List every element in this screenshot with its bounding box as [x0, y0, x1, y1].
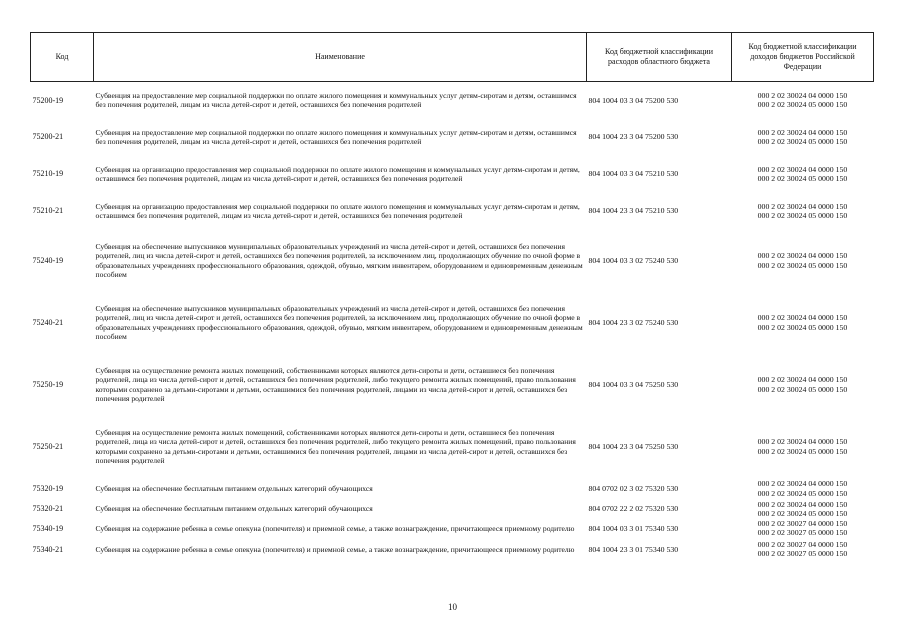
income-code: 000 2 02 30024 04 0000 150 — [757, 499, 848, 509]
row-income-codes — [732, 500, 874, 518]
income-code: 000 2 02 30027 04 0000 150 — [757, 540, 848, 550]
table-row — [31, 292, 874, 354]
row-name: Субвенция на содержание ребенка в семье опекуна (попечителя) и приемной семье, а также вознаграждение, причитающееся приемному родителю — [95, 544, 575, 554]
row-expense-code: 804 0702 22 2 02 75320 530 — [588, 504, 679, 514]
income-code: 000 2 02 30024 05 0000 150 — [757, 100, 848, 110]
header-income-code: Код бюджетной классификации доходов бюджетов Российской Федерации — [732, 33, 874, 82]
row-code: 75250-19 — [32, 379, 64, 389]
row-name: Субвенция на обеспечение выпускников муниципальных образовательных учреждений из числа детей-сирот и детей, оставшихся без попечения родителей, лиц из числа детей-сирот и детей, оставшихся без попечения родителей, за исключением лиц, продолжающих обучение по очной форме в образовательных учреждениях профессионального образования, одеждой, обувью, мягким инвентарем, оборудованием и единовременным денежным пособием — [95, 242, 583, 279]
row-name: Субвенция на предоставление мер социальной поддержки по оплате жилого помещения и коммунальных услуг детям-сиротам и детям, оставшимся без попечения родителей, лицам из числа детей-сирот и детей, оставшихся без попечения родителей — [95, 127, 577, 146]
table-row — [31, 518, 874, 539]
income-code: 000 2 02 30024 04 0000 150 — [757, 437, 848, 447]
row-expense-code: 804 1004 03 3 01 75340 530 — [588, 523, 679, 533]
income-code: 000 2 02 30024 05 0000 150 — [757, 384, 848, 394]
row-code: 75240-19 — [32, 255, 64, 265]
row-code: 75340-19 — [32, 523, 64, 533]
row-income-codes — [732, 539, 874, 560]
header-name: Наименование — [94, 33, 587, 82]
row-code: 75240-21 — [32, 317, 64, 327]
row-code: 75200-19 — [32, 95, 64, 105]
income-code: 000 2 02 30024 05 0000 150 — [757, 174, 848, 183]
row-income-codes — [732, 156, 874, 193]
table-row — [31, 119, 874, 156]
income-code: 000 2 02 30027 05 0000 150 — [757, 549, 848, 559]
row-expense-code: 804 1004 23 3 04 75200 530 — [588, 132, 679, 142]
row-name: Субвенция на осуществление ремонта жилых помещений, собственниками которых являются дети-сироты и дети, оставшиеся без попечения родителей, лица из числа детей-сирот и детей, оставшихся без попечения родителей, либо текущего ремонта жилых помещений, право пользования которыми сохранено за детьми-сиротами и детьми, оставшимися без попечения родителей, лицами из числа детей-сирот и детей, оставшихся без попечения родителей — [95, 366, 576, 403]
row-income-codes — [732, 292, 874, 354]
table-row — [31, 416, 874, 478]
row-name: Субвенция на осуществление ремонта жилых помещений, собственниками которых являются дети-сироты и дети, оставшиеся без попечения родителей, лица из числа детей-сирот и детей, оставшихся без попечения родителей, либо текущего ремонта жилых помещений, право пользования которыми сохранено за детьми-сиротами и детьми, оставшимися без попечения родителей, лицами из числа детей-сирот и детей, оставшихся без попечения родителей — [95, 428, 576, 465]
table-row — [31, 156, 874, 193]
table-body — [31, 82, 874, 560]
row-expense-code: 804 1004 03 3 04 75210 530 — [588, 169, 679, 179]
row-expense-code: 804 1004 23 3 04 75210 530 — [588, 206, 679, 216]
table-row — [31, 354, 874, 416]
table-row — [31, 500, 874, 518]
row-name: Субвенция на содержание ребенка в семье опекуна (попечителя) и приемной семье, а также вознаграждение, причитающееся приемному родителю — [95, 523, 575, 533]
row-code: 75200-21 — [32, 132, 64, 142]
income-code: 000 2 02 30024 04 0000 150 — [757, 127, 848, 137]
row-income-codes — [732, 354, 874, 416]
table-row — [31, 478, 874, 500]
income-code: 000 2 02 30024 04 0000 150 — [757, 91, 848, 101]
row-name: Субвенция на обеспечение бесплатным питанием отдельных категорий обучающихся — [95, 483, 373, 493]
budget-classification-table — [30, 32, 874, 560]
row-code: 75210-21 — [32, 206, 64, 216]
page-number: 10 — [448, 602, 457, 612]
row-expense-code: 804 0702 02 3 02 75320 530 — [588, 483, 679, 493]
table-row — [31, 82, 874, 119]
income-code: 000 2 02 30024 04 0000 150 — [757, 479, 848, 489]
income-code: 000 2 02 30024 05 0000 150 — [757, 211, 848, 220]
row-expense-code: 804 1004 23 3 02 75240 530 — [588, 317, 679, 327]
income-code: 000 2 02 30024 05 0000 150 — [757, 508, 848, 518]
row-income-codes — [732, 82, 874, 119]
row-expense-code: 804 1004 03 3 04 75250 530 — [588, 379, 679, 389]
income-code: 000 2 02 30027 04 0000 150 — [757, 519, 848, 529]
row-expense-code: 804 1004 03 3 04 75200 530 — [588, 95, 679, 105]
row-name: Субвенция на обеспечение бесплатным питанием отдельных категорий обучающихся — [95, 504, 373, 514]
row-name: Субвенция на организацию предоставления мер социальной поддержки по оплате жилого помещения и коммунальных услуг детям-сиротам и детям, оставшимся без попечения родителей, лицам из числа детей-сирот и детей, оставшихся без попечения родителей — [95, 164, 580, 183]
income-code: 000 2 02 30024 05 0000 150 — [757, 137, 848, 146]
row-code: 75320-21 — [32, 504, 64, 514]
table-row — [31, 539, 874, 560]
income-code: 000 2 02 30024 05 0000 150 — [757, 260, 848, 270]
row-income-codes — [732, 193, 874, 230]
row-income-codes — [732, 478, 874, 500]
row-name: Субвенция на организацию предоставления мер социальной поддержки по оплате жилого помещения и коммунальных услуг детям-сиротам и детям, оставшимся без попечения родителей, лицам из числа детей-сирот и детей, оставшихся без попечения родителей — [95, 201, 580, 220]
income-code: 000 2 02 30024 04 0000 150 — [757, 251, 848, 261]
income-code: 000 2 02 30024 04 0000 150 — [757, 164, 848, 174]
row-income-codes — [732, 416, 874, 478]
row-code: 75340-21 — [32, 544, 64, 554]
row-code: 75320-19 — [32, 483, 64, 493]
table-header — [31, 33, 874, 82]
income-code: 000 2 02 30024 04 0000 150 — [757, 375, 848, 385]
income-code: 000 2 02 30024 05 0000 150 — [757, 488, 848, 498]
income-code: 000 2 02 30024 04 0000 150 — [757, 313, 848, 323]
row-name: Субвенция на обеспечение выпускников муниципальных образовательных учреждений из числа детей-сирот и детей, оставшихся без попечения родителей, лиц из числа детей-сирот и детей, оставшихся без попечения родителей, за исключением лиц, продолжающих обучение по очной форме в образовательных учреждениях профессионального образования, одеждой, обувью, мягким инвентарем, оборудованием и единовременным денежным пособием — [95, 304, 583, 341]
row-income-codes — [732, 230, 874, 292]
row-code: 75210-19 — [32, 169, 64, 179]
row-income-codes — [732, 518, 874, 539]
row-expense-code: 804 1004 23 3 04 75250 530 — [588, 441, 679, 451]
income-code: 000 2 02 30024 04 0000 150 — [757, 201, 848, 211]
row-expense-code: 804 1004 03 3 02 75240 530 — [588, 255, 679, 265]
header-row — [31, 33, 874, 82]
income-code: 000 2 02 30024 05 0000 150 — [757, 446, 848, 456]
row-code: 75250-21 — [32, 441, 64, 451]
header-expense-code: Код бюджетной классификации расходов областного бюджета — [587, 33, 732, 82]
row-expense-code: 804 1004 23 3 01 75340 530 — [588, 544, 679, 554]
table-row — [31, 193, 874, 230]
row-income-codes — [732, 119, 874, 156]
income-code: 000 2 02 30024 05 0000 150 — [757, 322, 848, 332]
row-name: Субвенция на предоставление мер социальной поддержки по оплате жилого помещения и коммунальных услуг детям-сиротам и детям, оставшимся без попечения родителей, лицам из числа детей-сирот и детей, оставшихся без попечения родителей — [95, 91, 577, 110]
income-code: 000 2 02 30027 05 0000 150 — [757, 528, 848, 538]
table-row — [31, 230, 874, 292]
header-code: Код — [31, 33, 94, 82]
